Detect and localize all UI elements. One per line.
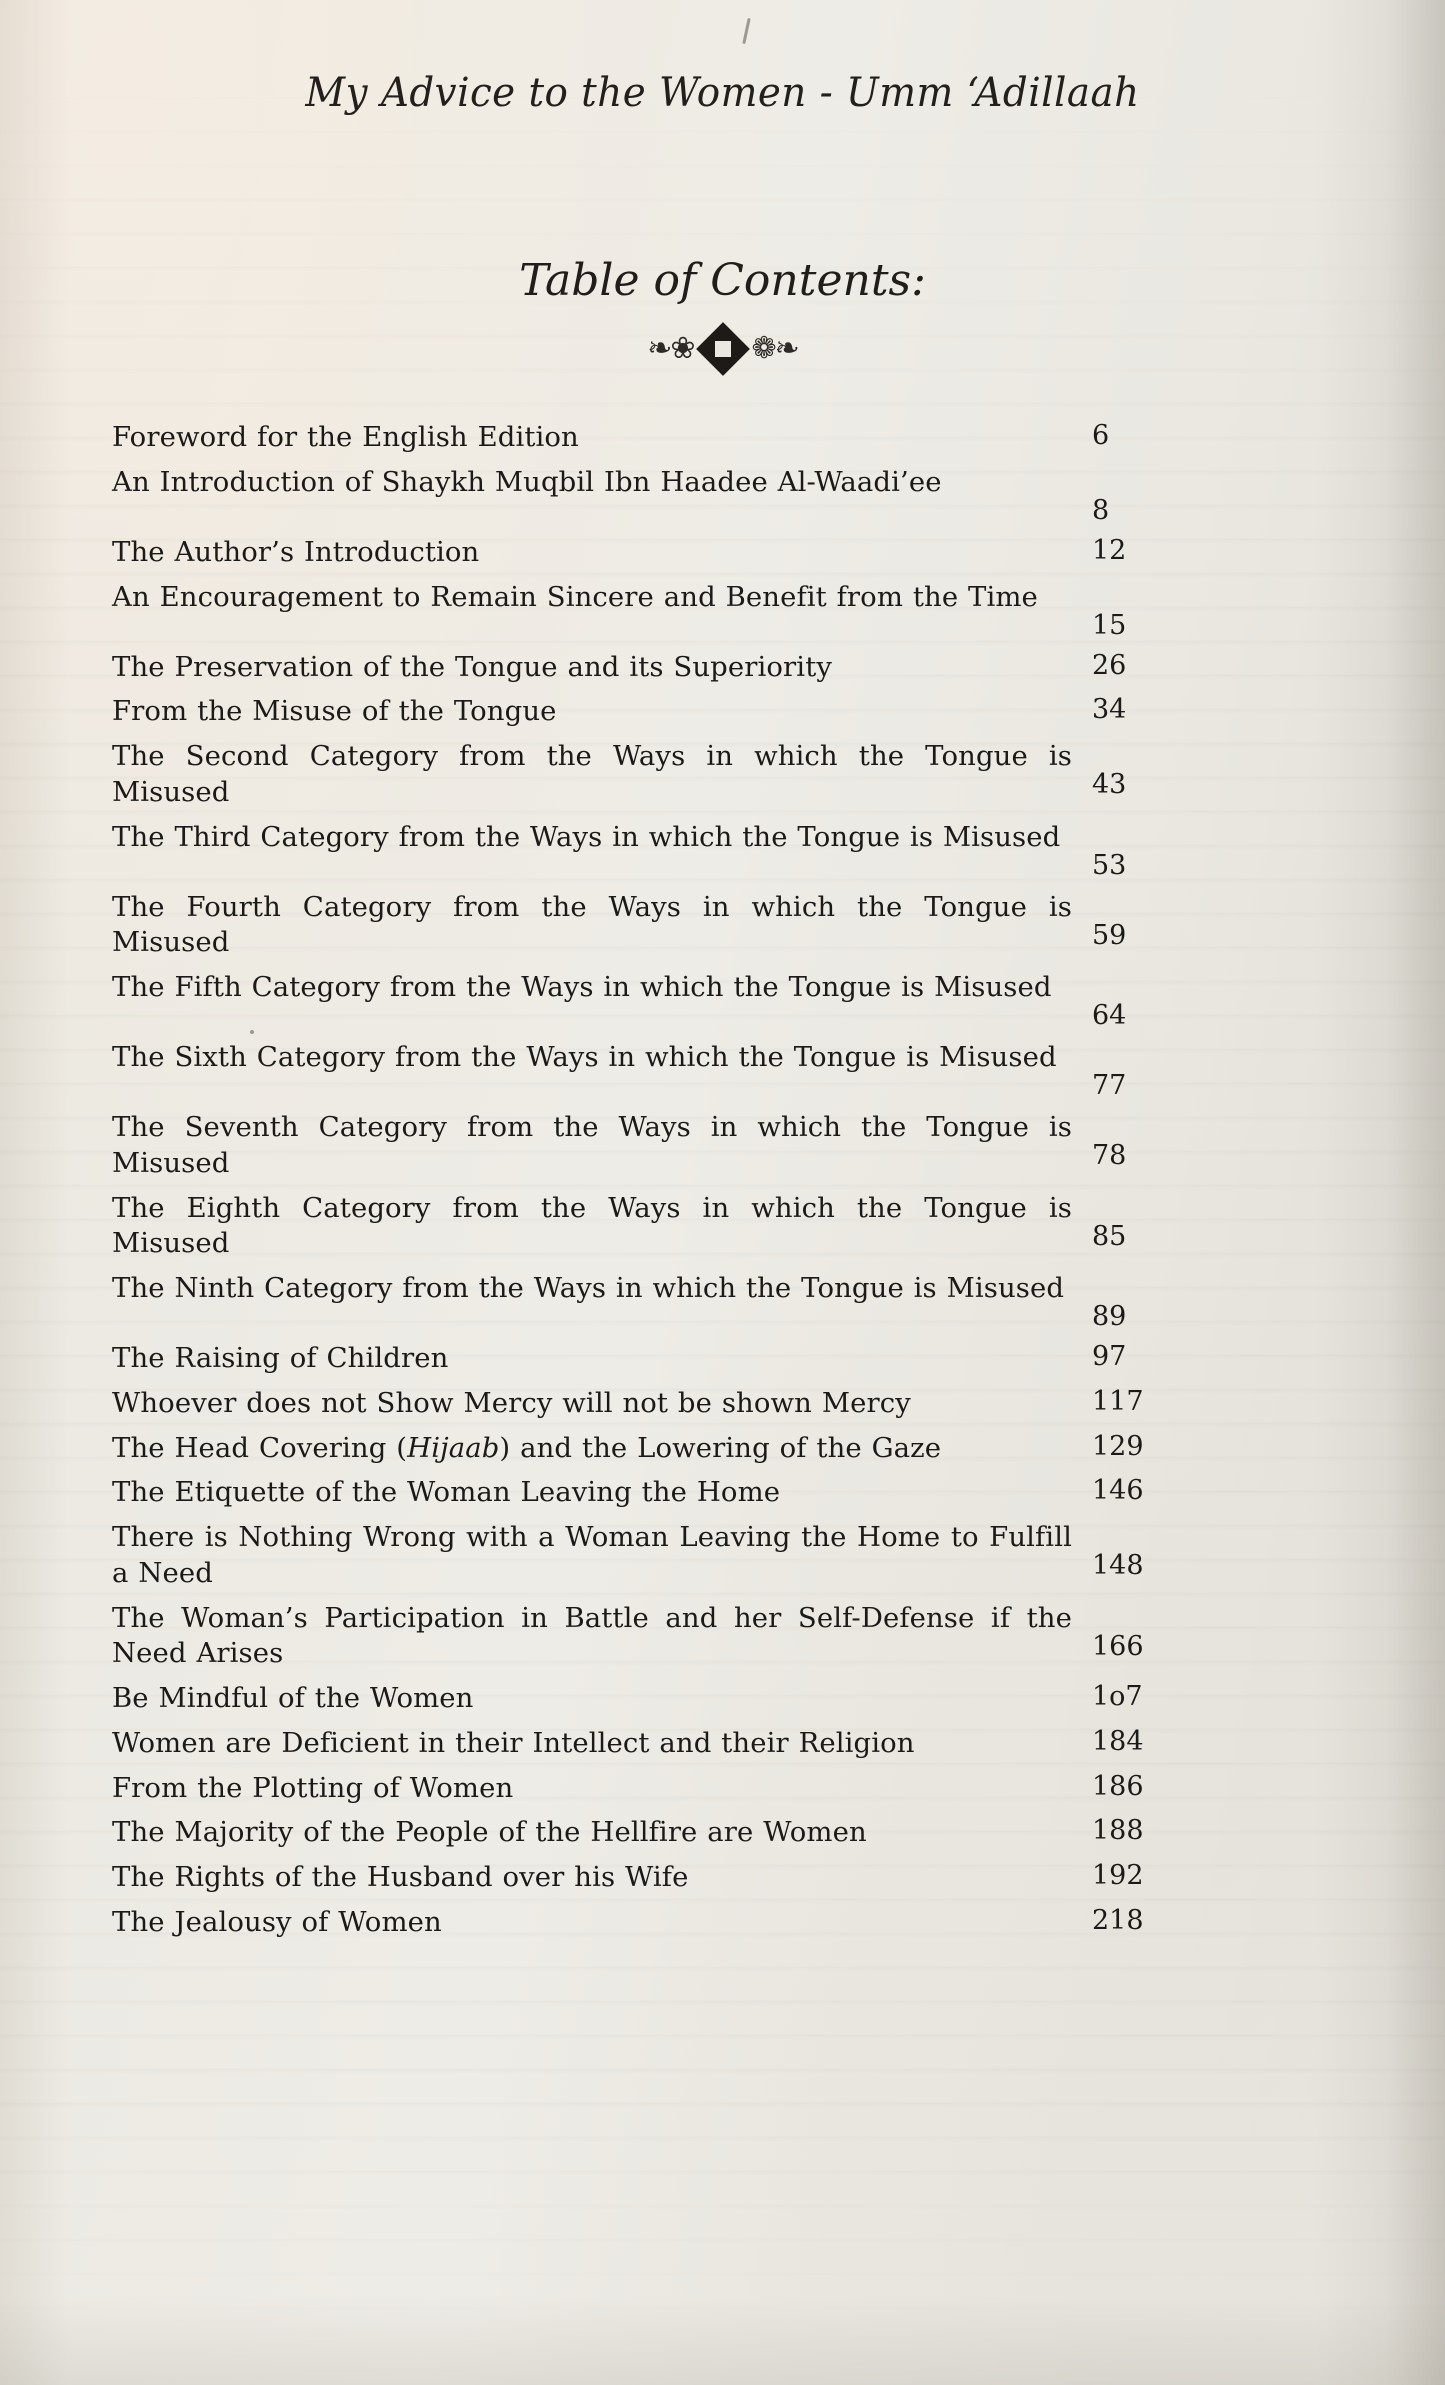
toc-entry-title: From the Misuse of the Tongue bbox=[112, 695, 557, 728]
toc-entry[interactable] bbox=[112, 1475, 1192, 1511]
toc-entry-title: The Eighth Category from the Ways in which the Tongue is Misused bbox=[112, 1191, 1072, 1260]
toc-entry-title: The Third Category from the Ways in which the Tongue is Misused bbox=[112, 820, 1061, 853]
toc-entry[interactable] bbox=[112, 420, 1192, 456]
toc-entry[interactable] bbox=[112, 820, 1192, 881]
toc-entry-title: The Rights of the Husband over his Wife bbox=[112, 1861, 689, 1893]
toc-entry-title: The Preservation of the Tongue and its Superiority bbox=[112, 650, 832, 683]
toc-entry-title: The Ninth Category from the Ways in which the Tongue is Misused bbox=[112, 1272, 1065, 1304]
toc-entry-title: Be Mindful of the Women bbox=[112, 1682, 474, 1714]
toc-entry[interactable] bbox=[112, 535, 1192, 571]
diamond-icon bbox=[696, 322, 750, 376]
toc-entry-title: An Introduction of Shaykh Muqbil Ibn Haadee Al-Waadi’ee bbox=[112, 465, 942, 498]
toc-entry-page-number: 85 bbox=[1092, 1220, 1127, 1252]
toc-entry-page-number: 186 bbox=[1092, 1770, 1144, 1802]
table-of-contents bbox=[112, 420, 1192, 1950]
toc-entry-title: The Seventh Category from the Ways in which the Tongue is Misused bbox=[112, 1111, 1072, 1179]
toc-entry-page-number: 15 bbox=[1092, 609, 1127, 641]
toc-entry-title: The Fourth Category from the Ways in which the Tongue is Misused bbox=[112, 890, 1072, 959]
toc-entry-page-number: 53 bbox=[1092, 849, 1127, 881]
toc-entry[interactable] bbox=[112, 1601, 1192, 1673]
page-edge-shadow-bottom bbox=[0, 2295, 1445, 2385]
toc-entry-title: An Encouragement to Remain Sincere and Benefit from the Time bbox=[112, 580, 1038, 613]
page-edge-shadow-right bbox=[1315, 0, 1445, 2385]
toc-entry-page-number: 64 bbox=[1092, 1000, 1127, 1031]
toc-entry-page-number: 26 bbox=[1092, 649, 1127, 681]
toc-entry[interactable] bbox=[112, 580, 1192, 641]
toc-entry-title: The Fifth Category from the Ways in which the Tongue is Misused bbox=[112, 971, 1052, 1003]
toc-entry-page-number: 166 bbox=[1092, 1630, 1144, 1662]
toc-entry-title: From the Plotting of Women bbox=[112, 1771, 514, 1804]
page-edge-shadow-left bbox=[0, 0, 70, 2385]
toc-entry-title: Women are Deficient in their Intellect and their Religion bbox=[112, 1726, 915, 1759]
toc-entry-page-number: 89 bbox=[1092, 1301, 1127, 1332]
toc-entry[interactable] bbox=[112, 970, 1192, 1031]
toc-entry-page-number: 192 bbox=[1092, 1860, 1144, 1891]
toc-entry-title: Foreword for the English Edition bbox=[112, 421, 579, 453]
toc-entry[interactable] bbox=[112, 1386, 1192, 1422]
toc-entry-page-number: 129 bbox=[1092, 1430, 1144, 1462]
toc-entry-title: The Majority of the People of the Hellfire are Women bbox=[112, 1816, 867, 1849]
toc-entry-page-number: 34 bbox=[1092, 694, 1127, 726]
toc-entry-page-number: 184 bbox=[1092, 1725, 1144, 1757]
toc-entry-title: The Sixth Category from the Ways in which the Tongue is Misused bbox=[112, 1041, 1057, 1073]
toc-entry[interactable] bbox=[112, 650, 1192, 686]
toc-entry-title: The Second Category from the Ways in which the Tongue is Misused bbox=[112, 740, 1072, 808]
toc-entry-page-number: 117 bbox=[1092, 1385, 1144, 1417]
toc-entry-page-number: 6 bbox=[1092, 420, 1110, 451]
toc-entry-title: Whoever does not Show Mercy will not be shown Mercy bbox=[112, 1386, 911, 1419]
running-head: My Advice to the Women - Umm ‘Adillaah bbox=[305, 70, 1140, 116]
toc-entry[interactable] bbox=[112, 1341, 1192, 1377]
toc-entry-page-number: 78 bbox=[1092, 1140, 1127, 1171]
floral-diamond-ornament-icon bbox=[0, 330, 1445, 368]
toc-entry-page-number: 218 bbox=[1092, 1904, 1144, 1936]
toc-entry-title: The Raising of Children bbox=[112, 1342, 449, 1374]
toc-entry[interactable] bbox=[112, 1110, 1192, 1182]
toc-entry-page-number: 59 bbox=[1092, 919, 1127, 951]
toc-entry[interactable] bbox=[112, 1860, 1192, 1896]
toc-entry-page-number: 77 bbox=[1092, 1070, 1127, 1101]
toc-entry-page-number: 43 bbox=[1092, 769, 1127, 800]
toc-entry[interactable] bbox=[112, 1040, 1192, 1101]
toc-entry-title: The Jealousy of Women bbox=[112, 1905, 442, 1938]
toc-entry[interactable] bbox=[112, 1520, 1192, 1592]
toc-entry-page-number: 1o7 bbox=[1092, 1681, 1143, 1712]
toc-entry-title: There is Nothing Wrong with a Woman Leaving the Home to Fulfill a Need bbox=[112, 1521, 1072, 1589]
toc-entry[interactable] bbox=[112, 890, 1192, 962]
page-title: Table of Contents: bbox=[519, 255, 926, 306]
toc-entry[interactable] bbox=[112, 1905, 1192, 1941]
toc-entry-title: The Head Covering (Hijaab) and the Lowering of the Gaze bbox=[112, 1431, 942, 1464]
flourish-right-icon: ❁❧ bbox=[751, 332, 798, 365]
toc-entry[interactable] bbox=[112, 1271, 1192, 1332]
toc-entry[interactable] bbox=[112, 1726, 1192, 1762]
toc-entry-title: The Etiquette of the Woman Leaving the Home bbox=[112, 1476, 781, 1509]
toc-entry-title: The Author’s Introduction bbox=[112, 535, 480, 568]
toc-entry-page-number: 12 bbox=[1092, 534, 1127, 566]
toc-entry[interactable] bbox=[112, 1431, 1192, 1467]
toc-entry-page-number: 97 bbox=[1092, 1341, 1127, 1372]
toc-entry-page-number: 8 bbox=[1092, 494, 1110, 526]
toc-entry[interactable] bbox=[112, 739, 1192, 811]
flourish-left-icon: ❧❀ bbox=[647, 332, 694, 365]
toc-entry[interactable] bbox=[112, 1771, 1192, 1807]
paper-speck bbox=[742, 18, 750, 44]
toc-entry[interactable] bbox=[112, 1191, 1192, 1263]
toc-entry[interactable] bbox=[112, 465, 1192, 526]
toc-entry-page-number: 146 bbox=[1092, 1475, 1144, 1507]
toc-entry-page-number: 188 bbox=[1092, 1815, 1144, 1847]
toc-entry-title: The Woman’s Participation in Battle and her Self-Defense if the Need Arises bbox=[112, 1601, 1072, 1670]
toc-entry-page-number: 148 bbox=[1092, 1550, 1144, 1581]
toc-entry[interactable] bbox=[112, 694, 1192, 730]
toc-entry[interactable] bbox=[112, 1815, 1192, 1851]
toc-entry[interactable] bbox=[112, 1681, 1192, 1717]
